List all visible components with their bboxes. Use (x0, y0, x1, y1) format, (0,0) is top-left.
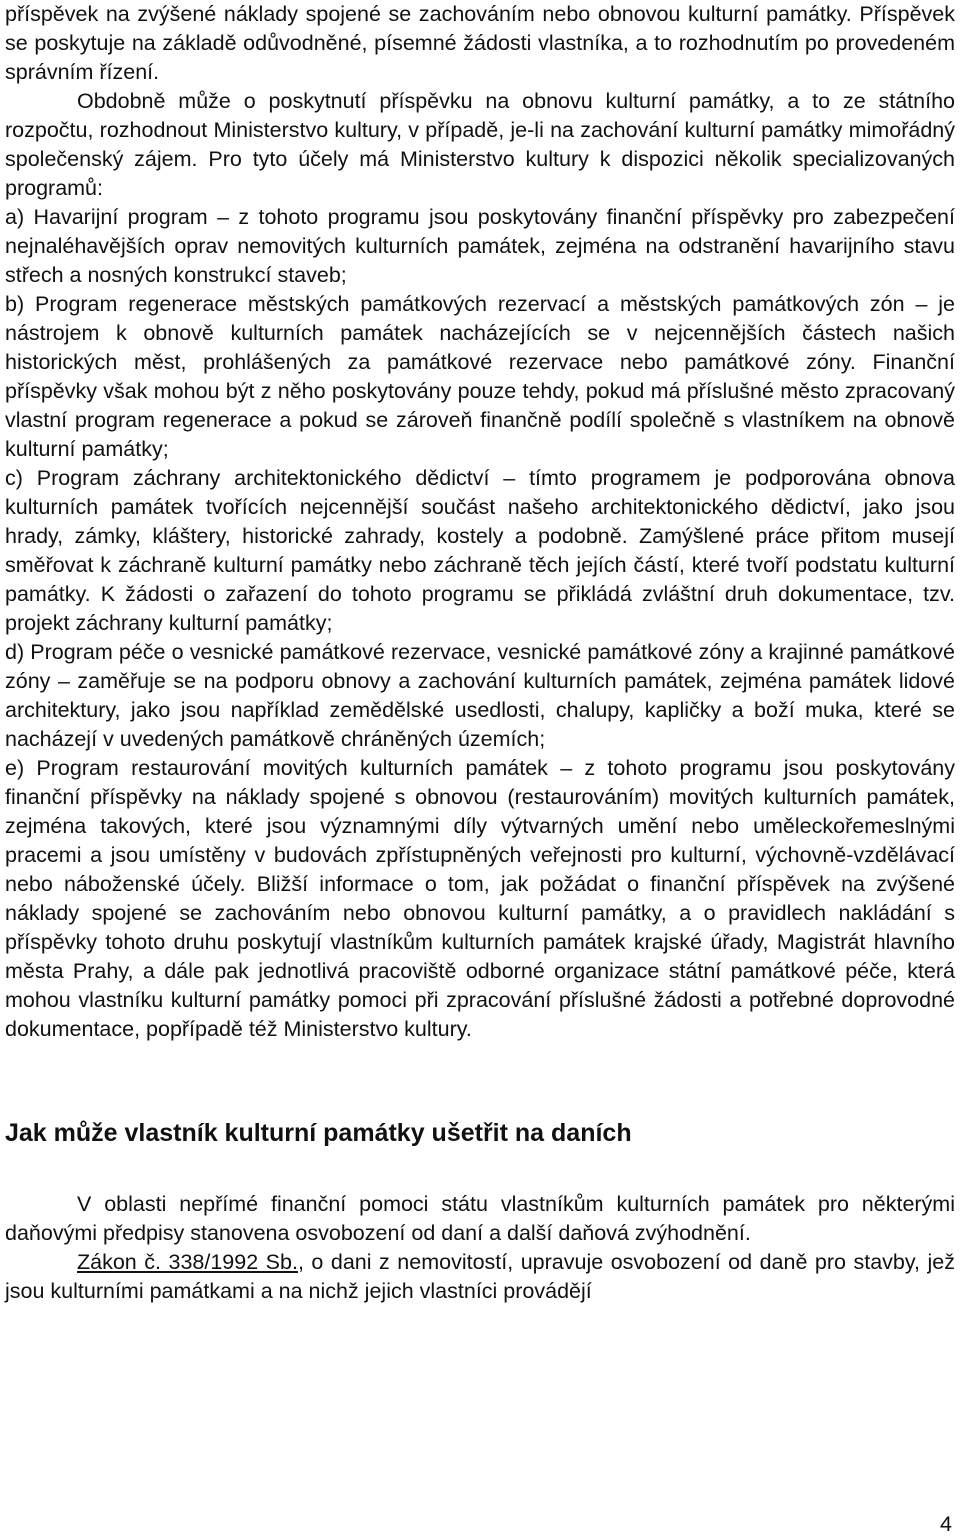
paragraph-ministry: Obdobně může o poskytnutí příspěvku na obnovu kulturní památky, a to ze státního rozpočtu, rozhodnout Ministerstvo kultury, v případě, je-li na zachování kulturní památky mimořádný společenský zájem. Pro tyto účely má Ministerstvo kultury k dispozici několik specializovaných programů: (5, 89, 955, 200)
section-heading: Jak může vlastník kulturní památky ušetřit na daních (5, 1119, 632, 1147)
paragraph-tax-intro: V oblasti nepřímé finanční pomoci státu vlastníkům kulturních památek pro některými daňovými předpisy stanovena osvobození od daní a další daňová zvýhodnění. (5, 1192, 955, 1245)
document-page (5, 0, 955, 1306)
list-item-c: c) Program záchrany architektonického dědictví – tímto programem je podporována obnova kulturních památek tvořících nejcennější součást našeho architektonického dědictví, jako jsou hrady, zámky, kláštery, historické zahrady, kostely a podobně. Zamýšlené práce přitom musejí směřovat k záchraně kulturní památky nebo záchraně těch jejích částí, které tvoří podstatu kulturní památky. K žádosti o zařazení do tohoto programu se přikládá zvláštní druh dokumentace, tzv. projekt záchrany kulturní památky; (5, 466, 955, 635)
paragraph-law (5, 1248, 955, 1306)
list-item-a: a) Havarijní program – z tohoto programu jsou poskytovány finanční příspěvky pro zabezpečení nejnaléhavějších oprav nemovitých kulturních památek, zejména na odstranění havarijního stavu střech a nosných konstrukcí staveb; (5, 205, 955, 287)
law-paragraph-text: , o dani z nemovitostí, upravuje osvobození od daně pro stavby, jež jsou kulturními památkami a na nichž jejich vlastníci provádějí (5, 1250, 956, 1303)
list-item-d: d) Program péče o vesnické památkové rezervace, vesnické památkové zóny a krajinné památkové zóny – zaměřuje se na podporu obnovy a zachování kulturních památek, zejména památek lidové architektury, jako jsou například zemědělské usedlosti, chalupy, kapličky a boží muka, které se nacházejí v uvedených památkově chráněných územích; (5, 640, 955, 751)
law-reference-link[interactable]: Zákon č. 338/1992 Sb. (77, 1250, 298, 1274)
list-item-e: e) Program restaurování movitých kulturních památek – z tohoto programu jsou poskytovány finanční příspěvky na náklady spojené s obnovou (restaurováním) movitých kulturních památek, zejména takových, které jsou významnými díly výtvarných umění nebo uměleckořemeslnými pracemi a jsou umístěny v budovách zpřístupněných veřejnosti pro kulturní, výchovně-vzdělávací nebo náboženské účely. Bližší informace o tom, jak požádat o finanční příspěvek na zvýšené náklady spojené se zachováním nebo obnovou kulturní památky, a o pravidlech nakládání s příspěvky tohoto druhu poskytují vlastníkům kulturních památek krajské úřady, Magistrát hlavního města Prahy, a dále pak jednotlivá pracoviště odborné organizace státní památkové péče, která mohou vlastníku kulturní památky pomoci při zpracování příslušné žádosti a potřebné doprovodné dokumentace, popřípadě též Ministerstvo kultury. (5, 756, 955, 1041)
list-item-b: b) Program regenerace městských památkových rezervací a městských památkových zón – je nástrojem k obnově kulturních památek nacházejících se v nejcennějších částech našich historických měst, prohlášených za památkové rezervace nebo památkové zóny. Finanční příspěvky však mohou být z něho poskytovány pouze tehdy, pokud má příslušné město zpracovaný vlastní program regenerace a pokud se zároveň finančně podílí společně s vlastníkem na obnově kulturní památky; (5, 292, 955, 461)
paragraph-intro: příspěvek na zvýšené náklady spojené se zachováním nebo obnovou kulturní památky. Příspěvek se poskytuje na základě odůvodněné, písemné žádosti vlastníka, a to rozhodnutím po provedeném správním řízení. (5, 2, 955, 84)
page-number: 4 (940, 1512, 952, 1536)
